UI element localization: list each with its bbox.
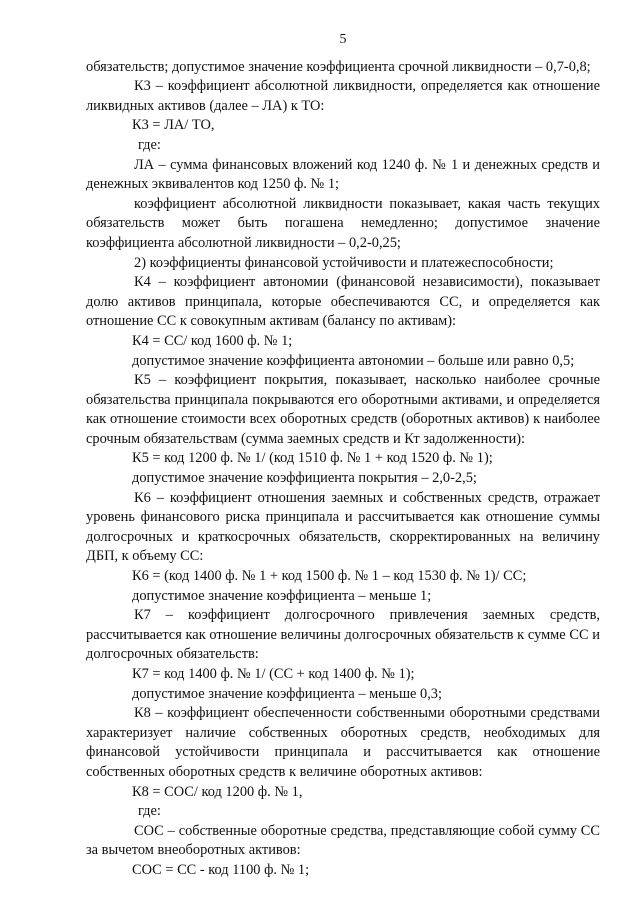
formula: К6 = (код 1400 ф. № 1 + код 1500 ф. № 1 – код 1530 ф. № 1)/ СС;	[132, 568, 527, 585]
paragraph: ЛА – сумма финансовых вложений код 1240 ф. № 1 и денежных средств и денежных эквивалентов код 1250 ф. № 1;	[86, 156, 600, 193]
paragraph: К8 – коэффициент обеспеченности собственными оборотными средствами характеризует наличие собственных оборотных средств, необходимых для финансовой устойчивости принципала и рассчитывается как отношение собственных оборотных средств к величине оборотных активов:	[86, 705, 600, 780]
paragraph: К6 – коэффициент отношения заемных и собственных средств, отражает уровень финансового риска принципала и рассчитывается как отношение суммы долгосрочных и краткосрочных обязательств, скорректированных на величину ДБП, к объему СС:	[86, 489, 600, 565]
paragraph: коэффициент абсолютной ликвидности показывает, какая часть текущих обязательств может быть погашена немедленно; допустимое значение коэффициента абсолютной ликвидности – 0,2-0,25;	[86, 195, 600, 251]
paragraph: где:	[138, 803, 161, 820]
paragraph: 2) коэффициенты финансовой устойчивости и платежеспособности;	[134, 254, 554, 271]
paragraph: К4 – коэффициент автономии (финансовой независимости), показывает долю активов принципала, которые обеспечиваются СС, и определяется как отношение СС к совокупным активам (балансу по активам):	[86, 274, 600, 330]
formula: СОС = СС - код 1100 ф. № 1;	[132, 861, 310, 878]
paragraph: СОС – собственные оборотные средства, представляющие собой сумму СС за вычетом внеоборотных активов:	[86, 822, 600, 859]
paragraph: допустимое значение коэффициента покрытия – 2,0-2,5;	[132, 470, 477, 487]
paragraph: допустимое значение коэффициента – меньше 0,3;	[132, 685, 442, 702]
formula: К4 = СС/ код 1600 ф. № 1;	[132, 332, 293, 349]
paragraph: К3 – коэффициент абсолютной ликвидности, определяется как отношение ликвидных активов (далее – ЛА) к ТО:	[86, 78, 600, 114]
formula: К3 = ЛА/ ТО,	[132, 117, 215, 134]
paragraph: К7 – коэффициент долгосрочного привлечения заемных средств, рассчитывается как отношение величины долгосрочных обязательств к сумме СС и долгосрочных обязательств:	[86, 607, 600, 663]
formula: К7 = код 1400 ф. № 1/ (СС + код 1400 ф. № 1);	[132, 666, 415, 682]
page-number: 5	[339, 32, 347, 47]
paragraph: обязательств; допустимое значение коэффициента срочной ликвидности – 0,7-0,8;	[86, 58, 591, 75]
paragraph: допустимое значение коэффициента – меньше 1;	[132, 587, 432, 604]
paragraph: К5 – коэффициент покрытия, показывает, насколько наиболее срочные обязательства принципала покрываются его оборотными активами, и определяется как отношение стоимости всех оборотных средств (оборотных активов) к наиболее срочным обязательствам (сумма заемных средств и Кт задолженности):	[86, 372, 600, 447]
formula: К8 = СОС/ код 1200 ф. № 1,	[132, 783, 303, 800]
paragraph: где:	[138, 136, 161, 153]
paragraph: допустимое значение коэффициента автономии – больше или равно 0,5;	[132, 352, 575, 369]
formula: К5 = код 1200 ф. № 1/ (код 1510 ф. № 1 + код 1520 ф. № 1);	[132, 450, 493, 467]
